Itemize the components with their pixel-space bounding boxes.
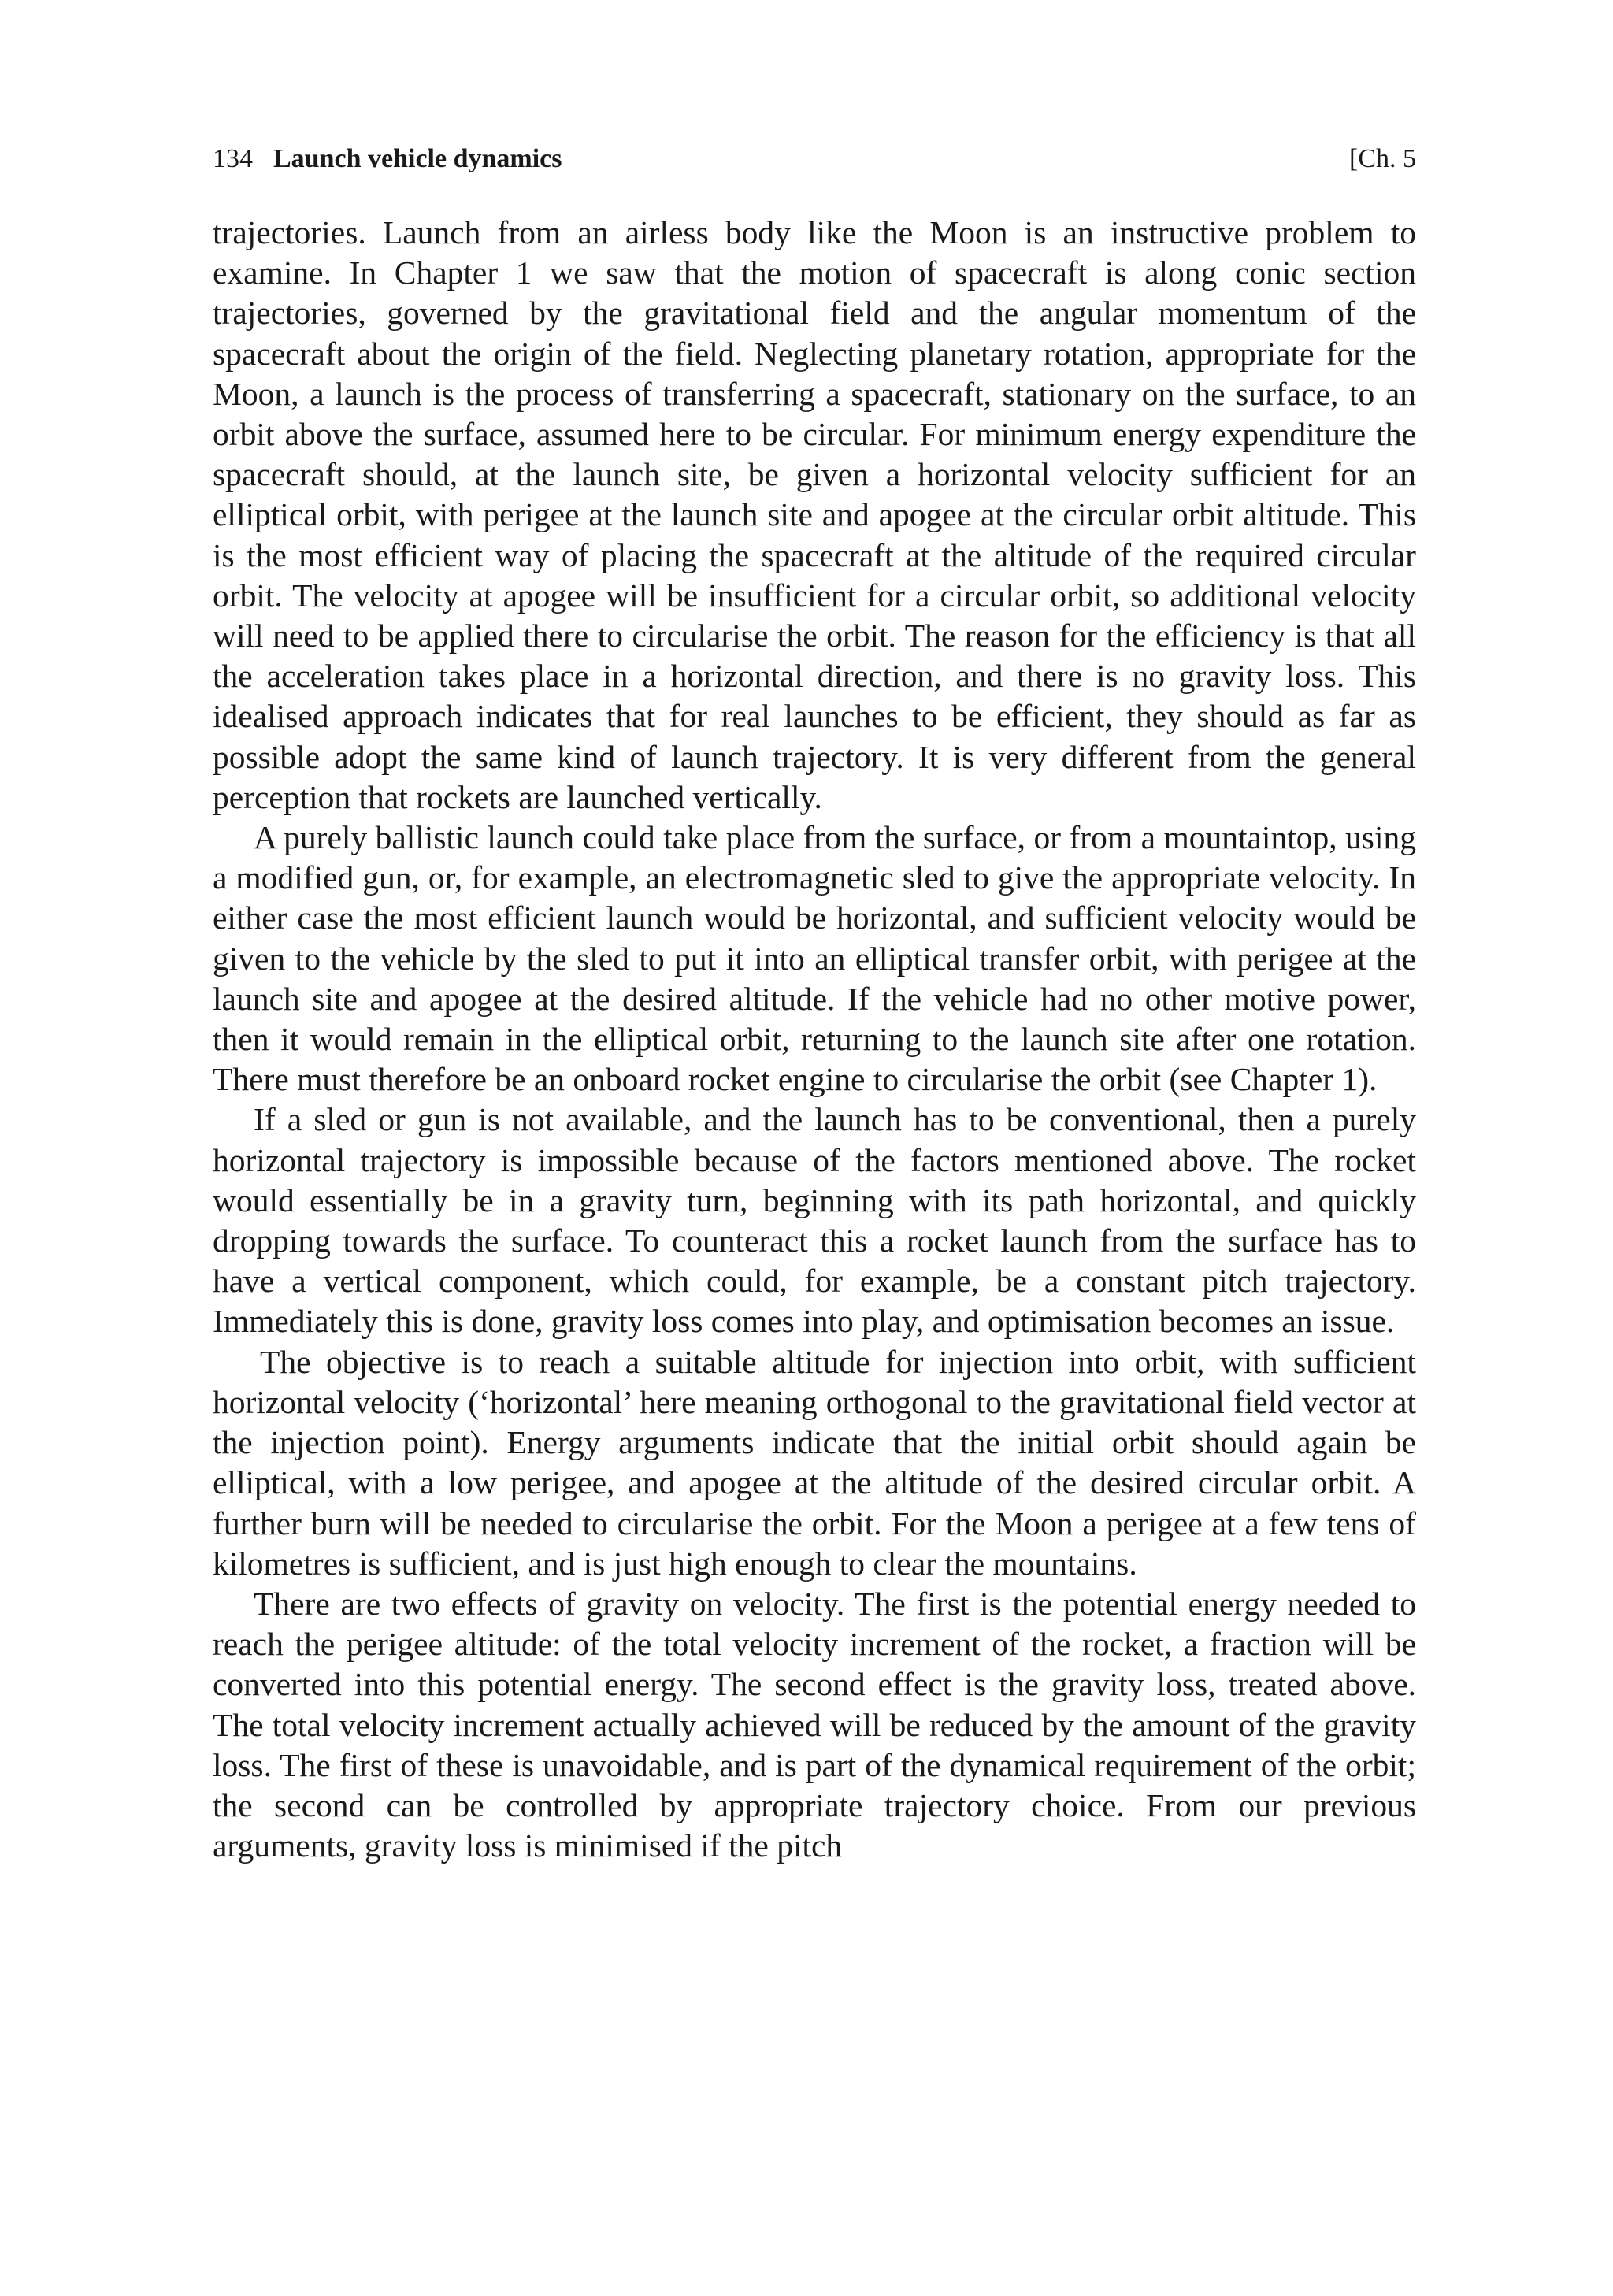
body-text xyxy=(213,213,1416,1866)
paragraph-objective: The objective is to reach a suitable altitude for injection into orbit, with sufficient horizontal velocity (‘horizontal’ here meaning orthogonal to the gravitational field vector at the injection point). Energy arguments indicate that the initial orbit should again be elliptical, with a low perigee, and apogee at the altitude of the desired circular orbit. A further burn will be needed to circularise the orbit. For the Moon a perigee at a few tens of kilometres is sufficient, and is just high enough to clear the mountains. xyxy=(213,1343,1416,1582)
running-head xyxy=(213,140,1416,178)
paragraph-ballistic-launch: A purely ballistic launch could take place from the surface, or from a mountaintop, using a modified gun, or, for example, an electromagnetic sled to give the appropriate velocity. In either case the most efficient launch would be horizontal, and sufficient velocity would be given to the vehicle by the sled to put it into an elliptical transfer orbit, with perigee at the launch site and apogee at the desired altitude. If the vehicle had no other motive power, then it would remain in the elliptical orbit, returning to the launch site after one rotation. There must therefore be an onboard rocket engine to circularise the orbit (see Chapter 1). xyxy=(213,819,1416,1098)
paragraph-gravity-effects: There are two effects of gravity on velocity. The first is the potential energy needed to reach the perigee altitude: of the total velocity increment of the rocket, a fraction will be converted into this potential energy. The second effect is the gravity loss, treated above. The total velocity increment actually achieved will be reduced by the amount of the gravity loss. The first of these is unavoidable, and is part of the dynamical requirement of the orbit; the second can be controlled by appropriate trajectory choice. From our previous arguments, gravity loss is minimised if the pitch xyxy=(213,1585,1416,1864)
running-head-left xyxy=(213,140,562,178)
chapter-title: Launch vehicle dynamics xyxy=(273,144,562,173)
chapter-reference: [Ch. 5 xyxy=(1349,144,1416,173)
page-number: 134 xyxy=(213,144,253,173)
paragraph-conventional-launch: If a sled or gun is not available, and the launch has to be conventional, then a purely horizontal trajectory is impossible because of the factors mentioned above. The rocket would essentially be in a gravity turn, beginning with its path horizontal, and quickly dropping towards the surface. To counteract this a rocket launch from the surface has to have a vertical component, which could, for example, be a constant pitch trajectory. Immediately this is done, gravity loss comes into play, and optimisation becomes an issue. xyxy=(213,1101,1416,1340)
book-page xyxy=(213,140,1416,1866)
paragraph-continued: trajectories. Launch from an airless body like the Moon is an instructive problem to examine. In Chapter 1 we saw that the motion of spacecraft is along conic section trajectories, governed by the gravitational field and the angular momentum of the spacecraft about the origin of the field. Neglecting planetary rotation, appropriate for the Moon, a launch is the process of transferring a spacecraft, stationary on the surface, to an orbit above the surface, assumed here to be circular. For minimum energy expenditure the spacecraft should, at the launch site, be given a horizontal velocity sufficient for an elliptical orbit, with perigee at the launch site and apogee at the circular orbit altitude. This is the most efficient way of placing the spacecraft at the altitude of the required circular orbit. The velocity at apogee will be insufficient for a circular orbit, so additional velocity will need to be applied there to circularise the orbit. The reason for the efficiency is that all the acceleration takes place in a horizontal direction, and there is no gravity loss. This idealised approach indicates that for real launches to be efficient, they should as far as possible adopt the same kind of launch trajectory. It is very different from the general perception that rockets are launched vertically. xyxy=(213,214,1416,815)
